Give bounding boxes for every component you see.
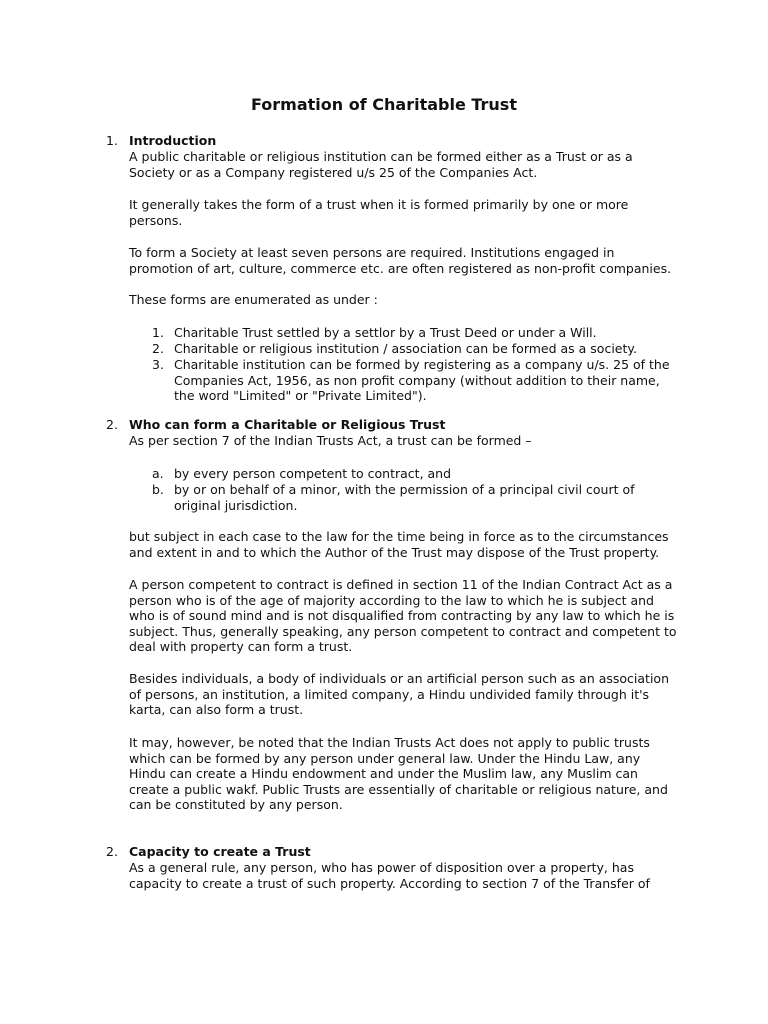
section-heading-capacity: Capacity to create a Trust — [129, 844, 311, 859]
list-item: by every person competent to contract, and — [174, 466, 452, 481]
list-item-letter: b. — [152, 482, 164, 497]
paragraph: It generally takes the form of a trust when it is formed primarily by one or more persons. — [129, 197, 629, 228]
section-heading-introduction: Introduction — [129, 133, 217, 148]
section-number: 1. — [106, 133, 118, 148]
list-item-number: 2. — [152, 341, 164, 356]
paragraph: A person competent to contract is defined in section 11 of the Indian Contract Act as a person who is of the age of majority according to the law to which he is subject and who is of sound mind and is not disqualified from contracting by any law to which he is subject. Thus, generally speaking, any person competent to contract and competent to deal with property can form a trust. — [129, 577, 677, 655]
list-item-number: 3. — [152, 357, 164, 372]
paragraph: To form a Society at least seven persons are required. Institutions engaged in promotion of art, culture, commerce etc. are often registered as non-profit companies. — [129, 245, 672, 276]
list-item: Charitable institution can be formed by registering as a company u/s. 25 of the Companies Act, 1956, as non profit company (without addition to their name, the word "Limited" or "Private Limited"). — [174, 357, 670, 404]
section-number: 2. — [106, 417, 118, 432]
paragraph: As a general rule, any person, who has power of disposition over a property, has capacity to create a trust of such property. According to section 7 of the Transfer of — [129, 860, 650, 891]
page-title: Formation of Charitable Trust — [251, 95, 517, 114]
list-item: by or on behalf of a minor, with the permission of a principal civil court of original jurisdiction. — [174, 482, 635, 513]
paragraph: It may, however, be noted that the Indian Trusts Act does not apply to public trusts which can be formed by any person under general law. Under the Hindu Law, any Hindu can create a Hindu endowment and under the Muslim law, any Muslim can create a public wakf. Public Trusts are essentially of charitable or religious nature, and can be constituted by any person. — [129, 735, 668, 813]
list-item-number: 1. — [152, 325, 164, 340]
paragraph: These forms are enumerated as under : — [129, 292, 378, 307]
section-number: 2. — [106, 844, 118, 859]
paragraph: As per section 7 of the Indian Trusts Act, a trust can be formed – — [129, 433, 532, 448]
paragraph: but subject in each case to the law for the time being in force as to the circumstances and extent in and to which the Author of the Trust may dispose of the Trust property. — [129, 529, 669, 560]
list-item: Charitable Trust settled by a settlor by a Trust Deed or under a Will. — [174, 325, 597, 340]
paragraph: A public charitable or religious institution can be formed either as a Trust or as a Society or as a Company registered u/s 25 of the Companies Act. — [129, 149, 633, 180]
section-heading-who-can-form: Who can form a Charitable or Religious Trust — [129, 417, 446, 432]
list-item: Charitable or religious institution / association can be formed as a society. — [174, 341, 637, 356]
paragraph: Besides individuals, a body of individuals or an artificial person such as an association of persons, an institution, a limited company, a Hindu undivided family through it's karta, can also form a trust. — [129, 671, 669, 718]
list-item-letter: a. — [152, 466, 164, 481]
